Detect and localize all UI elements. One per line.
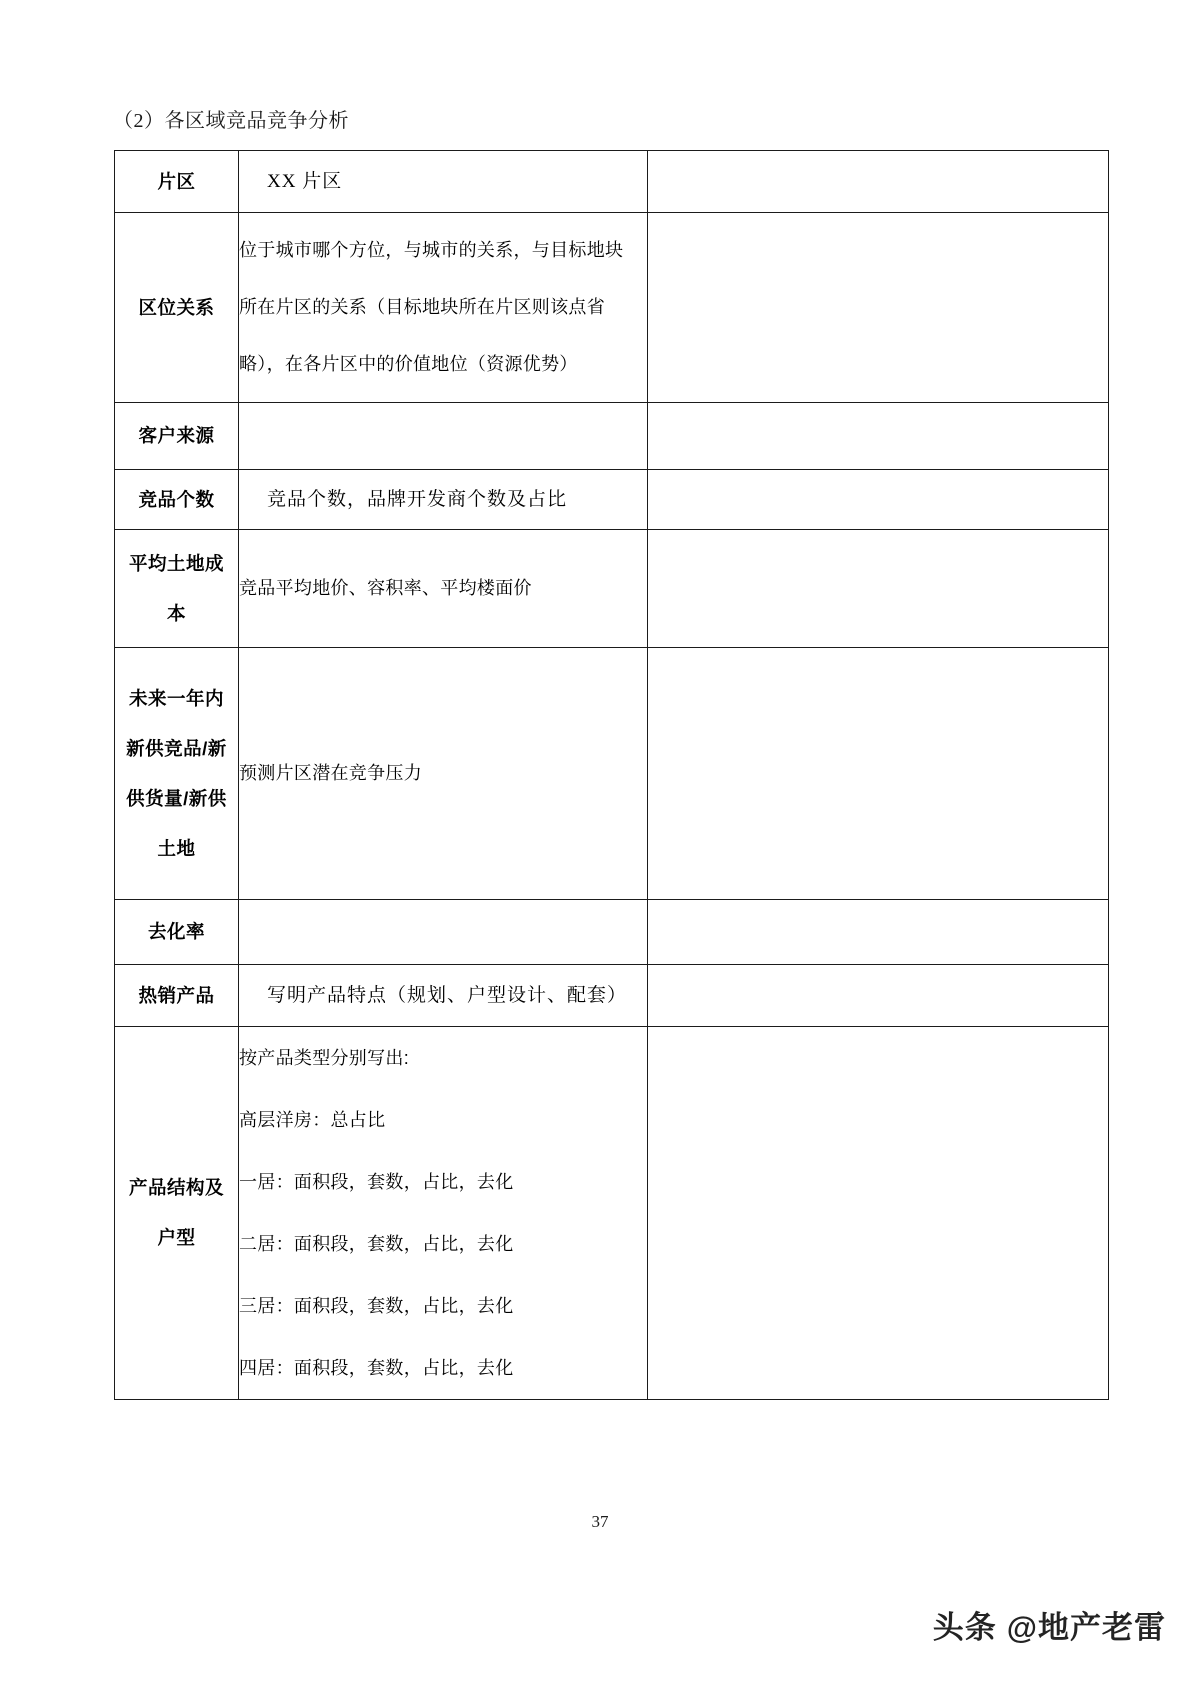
section-heading: （2）各区域竞品竞争分析 bbox=[113, 110, 349, 132]
value-line: 二居：面积段，套数，占比，去化 bbox=[239, 1234, 514, 1254]
table-row bbox=[115, 403, 1109, 470]
value-line: 竞品平均地价、容积率、平均楼面价 bbox=[239, 578, 532, 598]
value-line: 所在片区的关系（目标地块所在片区则该点省 bbox=[239, 297, 605, 317]
table-row bbox=[115, 648, 1109, 900]
watermark-handle: @地产老雷 bbox=[1006, 1610, 1166, 1645]
table-row bbox=[115, 965, 1109, 1027]
competition-analysis-table bbox=[114, 150, 1109, 1400]
label-line: 供货量/新供 bbox=[126, 787, 227, 809]
value-line: 位于城市哪个方位，与城市的关系，与目标地块 bbox=[239, 240, 624, 260]
value-line: 三居：面积段，套数，占比，去化 bbox=[239, 1296, 514, 1316]
row-value-rexiaochanpin bbox=[239, 965, 648, 1027]
row-value-kehulaiyuan bbox=[239, 403, 648, 470]
row-value-jingpingeshu bbox=[239, 470, 648, 530]
row-label-jingpingeshu bbox=[115, 470, 239, 530]
row-label-pingjuntudichengben bbox=[115, 530, 239, 648]
label-line: 未来一年内 bbox=[128, 687, 224, 709]
label-line: 热销产品 bbox=[138, 984, 215, 1006]
row-value-weilaiyiniannei bbox=[239, 648, 648, 900]
label-line: 竞品个数 bbox=[138, 488, 215, 510]
row-label-kehulaiyuan bbox=[115, 403, 239, 470]
label-line: 去化率 bbox=[147, 921, 205, 942]
label-line: 本 bbox=[166, 602, 186, 624]
row-value-quweiguanxi bbox=[239, 213, 648, 403]
row-note-rexiaochanpin bbox=[648, 965, 1109, 1027]
label-line: 新供竞品/新 bbox=[126, 737, 227, 759]
value-line: 略），在各片区中的价值地位（资源优势） bbox=[239, 354, 578, 374]
row-label-pianqu bbox=[115, 151, 239, 213]
label-line: 平均土地成 bbox=[128, 552, 224, 574]
value-line: 一居：面积段，套数，占比，去化 bbox=[239, 1172, 514, 1192]
value-line: 高层洋房：总占比 bbox=[239, 1110, 386, 1130]
value-line: XX 片区 bbox=[267, 171, 343, 192]
label-line: 片区 bbox=[157, 170, 196, 192]
watermark bbox=[933, 1602, 1166, 1647]
row-note-pingjuntudichengben bbox=[648, 530, 1109, 648]
value-line: 四居：面积段，套数，占比，去化 bbox=[239, 1358, 514, 1378]
label-line: 土地 bbox=[157, 837, 196, 859]
label-line: 产品结构及 bbox=[128, 1177, 224, 1198]
table-row bbox=[115, 470, 1109, 530]
row-label-quweiguanxi bbox=[115, 213, 239, 403]
row-note-pianqu bbox=[648, 151, 1109, 213]
table-row bbox=[115, 1027, 1109, 1400]
value-line: 写明产品特点（规划、户型设计、配套） bbox=[267, 985, 628, 1006]
row-note-jingpingeshu bbox=[648, 470, 1109, 530]
table-row bbox=[115, 213, 1109, 403]
label-line: 客户来源 bbox=[138, 425, 215, 446]
row-label-chanpinjiegou bbox=[115, 1027, 239, 1400]
row-note-quhualv bbox=[648, 900, 1109, 965]
row-note-kehulaiyuan bbox=[648, 403, 1109, 470]
row-label-weilaiyiniannei bbox=[115, 648, 239, 900]
page-number: 37 bbox=[591, 1512, 609, 1531]
table-row bbox=[115, 530, 1109, 648]
table-row bbox=[115, 900, 1109, 965]
value-line: 按产品类型分别写出: bbox=[239, 1048, 409, 1068]
row-label-quhualv bbox=[115, 900, 239, 965]
table-row bbox=[115, 151, 1109, 213]
competition-analysis-table-wrapper bbox=[114, 150, 1108, 1400]
row-value-pianqu bbox=[239, 151, 648, 213]
row-note-quweiguanxi bbox=[648, 213, 1109, 403]
value-line: 预测片区潜在竞争压力 bbox=[239, 763, 422, 783]
label-line: 区位关系 bbox=[138, 296, 215, 318]
label-line: 户型 bbox=[157, 1227, 196, 1248]
row-value-quhualv bbox=[239, 900, 648, 965]
row-note-weilaiyiniannei bbox=[648, 648, 1109, 900]
row-note-chanpinjiegou bbox=[648, 1027, 1109, 1400]
row-value-chanpinjiegou bbox=[239, 1027, 648, 1400]
row-value-pingjuntudichengben bbox=[239, 530, 648, 648]
watermark-source: 头条 bbox=[932, 1610, 997, 1645]
row-label-rexiaochanpin bbox=[115, 965, 239, 1027]
value-line: 竞品个数，品牌开发商个数及占比 bbox=[267, 489, 568, 510]
